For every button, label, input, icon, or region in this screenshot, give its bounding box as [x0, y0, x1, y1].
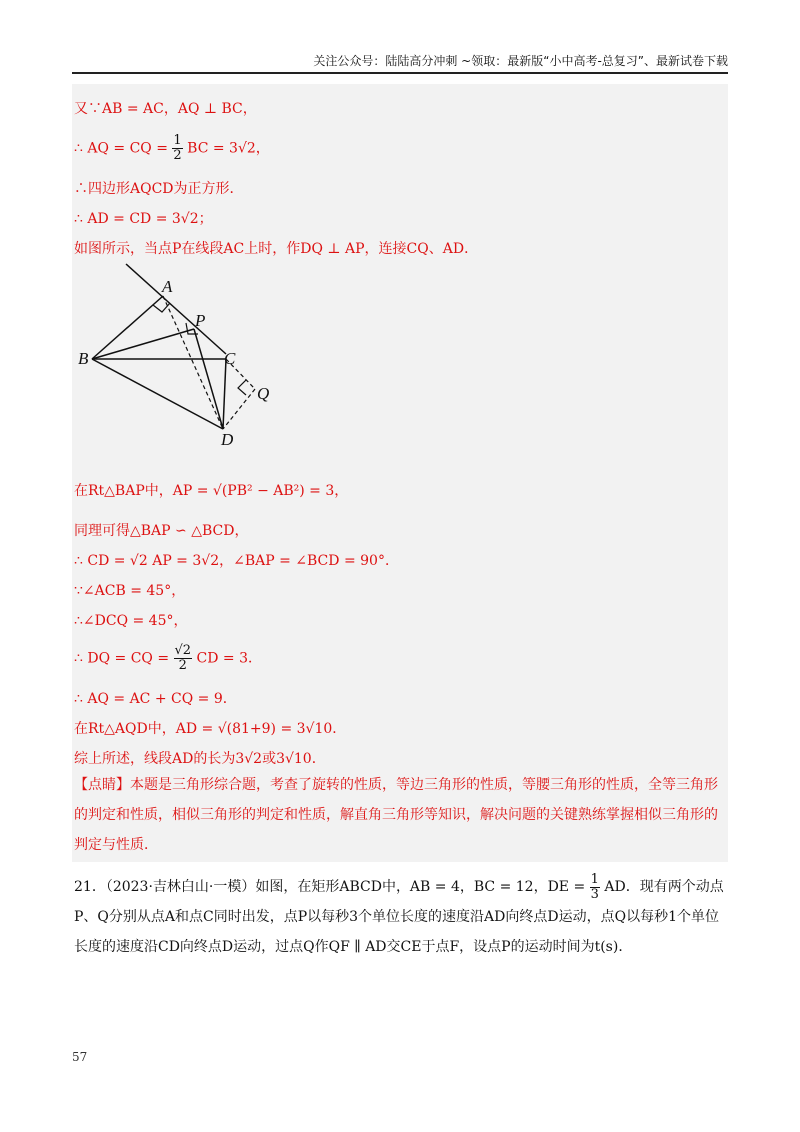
segment-cd: [223, 359, 226, 429]
right-angle-mark-a: [153, 303, 170, 312]
segment-bd: [92, 359, 223, 429]
solution-line-13: 在Rt△AQD中，AD = √(81+9) = 3√10．: [74, 721, 347, 737]
solution-line-5: 如图所示，当点P在线段AC上时，作DQ ⊥ AP，连接CQ、AD．: [74, 241, 479, 257]
label-b: B: [78, 349, 89, 368]
page-header: 关注公众号：陆陆高分冲刺 ~领取：最新版“小中高考-总复习”、最新试卷下载: [72, 52, 728, 74]
label-q: Q: [257, 384, 270, 403]
segment-ba: [92, 296, 163, 359]
dashed-ad: [163, 296, 223, 429]
solution-line-9: ∵∠ACB = 45°，: [74, 583, 186, 599]
solution-line-3: ∴四边形AQCD为正方形．: [74, 181, 244, 197]
page-number: 57: [72, 1050, 88, 1064]
solution-line-1: 又∵AB = AC，AQ ⊥ BC，: [74, 101, 257, 117]
geometry-diagram: [74, 258, 294, 448]
solution-shaded-box: [72, 84, 728, 862]
solution-line-6: 在Rt△BAP中，AP = √(PB² − AB²) = 3，: [74, 483, 349, 499]
question-21: 21．（2023·吉林白山·一模）如图，在矩形ABCD中，AB = 4，BC = 12，DE = $\frac{1}{3}$ AD．现有两个动点P、Q分别从点A和点C同时出发，点P以每秒3个单位长度的速度沿AD向终点D运动，点Q以每秒1个单位长度的速度沿CD向终点D运动，过点Q作QF ∥ AD交CE于点F，设点P的运动时间为t(s)．: [74, 871, 724, 955]
solution-line-10: ∴∠DCQ = 45°，: [74, 613, 188, 629]
segment-bp: [92, 329, 194, 359]
label-a: A: [162, 277, 173, 296]
segment-pd: [194, 329, 223, 429]
label-p: P: [195, 311, 206, 330]
fraction-root2-over-2: $\frac{√2}{2}$: [174, 643, 192, 673]
right-angle-mark-q: [238, 380, 246, 395]
solution-line-11: ∴ DQ = CQ = $\frac{√2}{2}$ CD = 3．: [74, 643, 263, 673]
dashed-qd: [223, 389, 255, 429]
solution-line-4: ∴ AD = CD = 3√2；: [74, 211, 213, 227]
solution-line-14: 综上所述，线段AD的长为3√2或3√10．: [74, 751, 326, 767]
ray-through-a-p-c: [126, 264, 226, 354]
fraction-one-third: $\frac{1}{3}$: [590, 871, 599, 902]
solution-line-7: 同理可得△BAP ∽ △BCD，: [74, 523, 249, 539]
solution-line-12: ∴ AQ = AC + CQ = 9．: [74, 691, 237, 707]
label-d: D: [221, 430, 234, 448]
label-c: C: [224, 349, 236, 368]
solution-line-2: ∴ AQ = CQ = $\frac{1}{2}$ BC = 3√2，: [74, 133, 270, 163]
fraction-one-half: $\frac{1}{2}$: [173, 133, 182, 163]
solution-line-8: ∴ CD = √2 AP = 3√2，∠BAP = ∠BCD = 90°．: [74, 553, 399, 569]
comment-paragraph: 【点睛】本题是三角形综合题，考查了旋转的性质，等边三角形的性质，等腰三角形的性质，全等三角形的判定和性质，相似三角形的判定和性质，解直角三角形等知识，解决问题的关键熟练掌握相似三角形的判定与性质．: [74, 777, 718, 853]
